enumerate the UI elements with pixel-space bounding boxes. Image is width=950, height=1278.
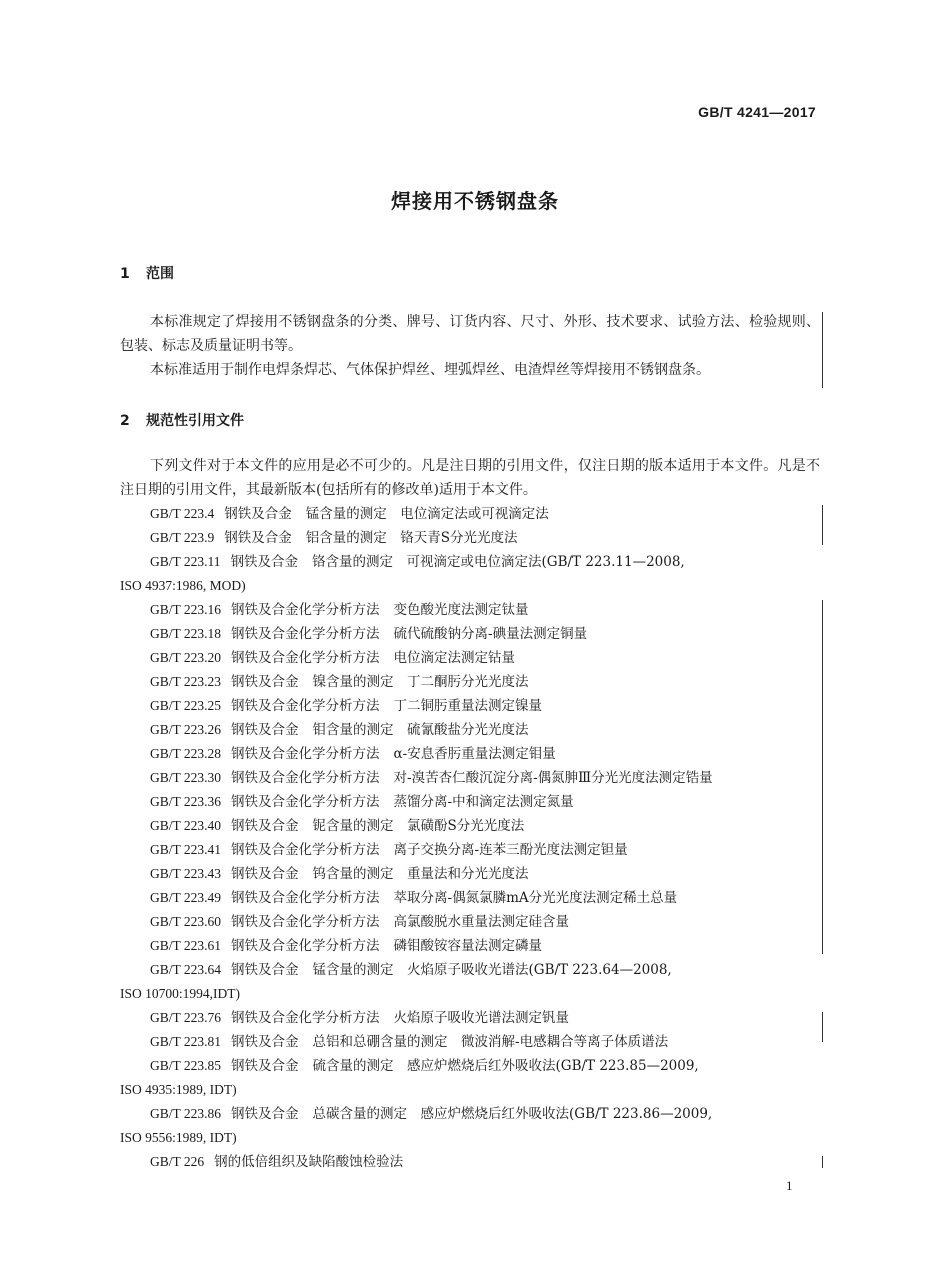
- reference-title-part2: 锰含量的测定 电位滴定法或可视滴定法: [305, 506, 549, 522]
- reference-title-part2: 火焰原子吸收光谱法测定钒量: [393, 1010, 570, 1026]
- reference-code: GB/T 223.81: [150, 1034, 222, 1049]
- reference-item: [120, 670, 820, 694]
- reference-title-part2: 钨含量的测定 重量法和分光光度法: [312, 866, 529, 882]
- reference-title-part2: 变色酸光度法测定钛量: [393, 602, 529, 618]
- reference-code: GB/T 223.16: [150, 602, 222, 617]
- reference-title-part2: 钼含量的测定 硫氰酸盐分光光度法: [312, 722, 529, 738]
- reference-code: GB/T 223.30: [150, 770, 222, 785]
- reference-title-part1: 钢铁及合金: [231, 1058, 299, 1074]
- reference-code: GB/T 223.20: [150, 650, 222, 665]
- reference-code: GB/T 223.25: [150, 698, 222, 713]
- reference-item: [120, 502, 820, 526]
- reference-title-part1: 钢铁及合金化学分析方法: [231, 626, 380, 642]
- reference-code: GB/T 223.85: [150, 1058, 222, 1073]
- reference-code: GB/T 223.4: [150, 506, 215, 521]
- reference-title-part1: 钢铁及合金: [224, 530, 292, 546]
- reference-item: [120, 958, 820, 1006]
- reference-item: [120, 814, 820, 838]
- reference-item: [120, 646, 820, 670]
- reference-code: GB/T 223.64: [150, 962, 222, 977]
- standard-code: GB/T 4241—2017: [698, 104, 816, 120]
- reference-title-part2: 镍含量的测定 丁二酮肟分光光度法: [312, 674, 529, 690]
- reference-item: [120, 838, 820, 862]
- reference-title-part1: 钢铁及合金化学分析方法: [231, 698, 380, 714]
- reference-title-part2: 铬含量的测定 可视滴定或电位滴定法(GB/T 223.11—2008,: [312, 554, 685, 570]
- reference-item: [120, 766, 820, 790]
- reference-title-part1: 钢铁及合金: [231, 962, 299, 978]
- change-bar: [822, 505, 823, 545]
- section-1-title: 范围: [146, 266, 174, 282]
- scope-paragraph-1: 本标准规定了焊接用不锈钢盘条的分类、牌号、订货内容、尺寸、外形、技术要求、试验方法、检验规则、包装、标志及质量证明书等。: [120, 314, 820, 354]
- reference-code: GB/T 223.28: [150, 746, 222, 761]
- reference-title-part2: 总碳含量的测定 感应炉燃烧后红外吸收法(GB/T 223.86—2009,: [312, 1106, 713, 1122]
- reference-title-part2: 蒸馏分离-中和滴定法测定氮量: [393, 794, 574, 810]
- reference-continuation: ISO 4937:1986, MOD): [120, 578, 246, 593]
- reference-item: [120, 862, 820, 886]
- reference-title-part1: 钢铁及合金: [231, 674, 299, 690]
- change-bar: [822, 1012, 823, 1042]
- reference-title-part1: 钢的低倍组织及缺陷酸蚀检验法: [214, 1154, 404, 1170]
- reference-item: [120, 790, 820, 814]
- reference-title-part2: 总铝和总硼含量的测定 微波消解-电感耦合等离子体质谱法: [312, 1034, 669, 1050]
- scope-paragraph-2: 本标准适用于制作电焊条焊芯、气体保护焊丝、埋弧焊丝、电渣焊丝等焊接用不锈钢盘条。: [150, 362, 710, 378]
- reference-item: [120, 1006, 820, 1030]
- section-2-heading: [120, 410, 244, 430]
- reference-title-part1: 钢铁及合金: [231, 1106, 299, 1122]
- reference-continuation: ISO 9556:1989, IDT): [120, 1130, 237, 1145]
- reference-title-part1: 钢铁及合金化学分析方法: [231, 914, 380, 930]
- reference-title-part2: 高氯酸脱水重量法测定硅含量: [393, 914, 570, 930]
- reference-code: GB/T 223.61: [150, 938, 222, 953]
- reference-title-part1: 钢铁及合金化学分析方法: [231, 770, 380, 786]
- reference-title-part1: 钢铁及合金化学分析方法: [231, 938, 380, 954]
- section-2-title: 规范性引用文件: [146, 413, 244, 429]
- reference-list: [120, 502, 820, 1174]
- change-bar: [822, 1156, 823, 1168]
- reference-title-part2: 丁二铜肟重量法测定镍量: [393, 698, 543, 714]
- reference-title-part1: 钢铁及合金: [231, 866, 299, 882]
- reference-code: GB/T 223.23: [150, 674, 222, 689]
- reference-title-part2: 锰含量的测定 火焰原子吸收光谱法(GB/T 223.64—2008,: [312, 962, 672, 978]
- reference-title-part2: 铌含量的测定 氯磺酚S分光光度法: [312, 818, 525, 834]
- reference-title-part1: 钢铁及合金化学分析方法: [231, 746, 380, 762]
- reference-continuation: ISO 10700:1994,IDT): [120, 986, 240, 1001]
- references-intro: 下列文件对于本文件的应用是必不可少的。凡是注日期的引用文件，仅注日期的版本适用于本文件。凡是不注日期的引用文件，其最新版本(包括所有的修改单)适用于本文件。: [120, 458, 820, 498]
- section-1-number: 1: [120, 266, 130, 282]
- reference-title-part1: 钢铁及合金: [231, 818, 299, 834]
- reference-title-part1: 钢铁及合金: [230, 554, 299, 570]
- reference-code: GB/T 223.43: [150, 866, 222, 881]
- reference-code: GB/T 223.26: [150, 722, 222, 737]
- reference-code: GB/T 223.86: [150, 1106, 222, 1121]
- change-bar: [822, 312, 823, 388]
- reference-title-part2: 电位滴定法测定钴量: [393, 650, 516, 666]
- reference-code: GB/T 223.40: [150, 818, 222, 833]
- reference-title-part2: 磷钼酸铵容量法测定磷量: [393, 938, 543, 954]
- document-title: 焊接用不锈钢盘条: [391, 189, 559, 213]
- reference-item: [120, 1102, 820, 1150]
- reference-item: [120, 1030, 820, 1054]
- reference-title-part1: 钢铁及合金化学分析方法: [231, 890, 380, 906]
- reference-code: GB/T 223.36: [150, 794, 222, 809]
- reference-code: GB/T 223.11: [150, 554, 221, 569]
- reference-item: [120, 934, 820, 958]
- section-2-number: 2: [120, 413, 130, 429]
- reference-title-part1: 钢铁及合金: [231, 1034, 299, 1050]
- reference-title-part1: 钢铁及合金化学分析方法: [231, 794, 380, 810]
- reference-title-part1: 钢铁及合金: [224, 506, 292, 522]
- page-number: 1: [786, 1178, 793, 1193]
- reference-title-part2: 硫含量的测定 感应炉燃烧后红外吸收法(GB/T 223.85—2009,: [312, 1058, 699, 1074]
- reference-code: GB/T 223.41: [150, 842, 222, 857]
- reference-continuation: ISO 4935:1989, IDT): [120, 1082, 237, 1097]
- reference-title-part1: 钢铁及合金化学分析方法: [231, 650, 380, 666]
- reference-item: [120, 526, 820, 550]
- reference-title-part2: α-安息香肟重量法测定钼量: [393, 746, 556, 762]
- reference-code: GB/T 226: [150, 1154, 205, 1169]
- reference-title-part1: 钢铁及合金化学分析方法: [231, 1010, 380, 1026]
- reference-code: GB/T 223.60: [150, 914, 222, 929]
- reference-item: [120, 694, 820, 718]
- reference-code: GB/T 223.49: [150, 890, 222, 905]
- change-bar: [822, 600, 823, 954]
- reference-item: [120, 622, 820, 646]
- reference-code: GB/T 223.76: [150, 1010, 222, 1025]
- reference-title-part2: 硫代硫酸钠分离-碘量法测定铜量: [393, 626, 588, 642]
- reference-title-part2: 对-溴苦杏仁酸沉淀分离-偶氮胂Ⅲ分光光度法测定锆量: [393, 770, 713, 786]
- reference-title-part2: 铝含量的测定 铬天青S分光光度法: [305, 530, 518, 546]
- reference-title-part2: 萃取分离-偶氮氯膦mA分光光度法测定稀土总量: [393, 890, 678, 906]
- reference-item: [120, 550, 820, 598]
- reference-title-part2: 离子交换分离-连苯三酚光度法测定钽量: [393, 842, 628, 858]
- reference-item: [120, 1054, 820, 1102]
- reference-item: [120, 742, 820, 766]
- reference-code: GB/T 223.18: [150, 626, 222, 641]
- section-1-heading: [120, 263, 174, 283]
- reference-code: GB/T 223.9: [150, 530, 215, 545]
- reference-item: [120, 910, 820, 934]
- reference-title-part1: 钢铁及合金: [231, 722, 299, 738]
- reference-item: [120, 886, 820, 910]
- reference-title-part1: 钢铁及合金化学分析方法: [231, 602, 380, 618]
- reference-title-part1: 钢铁及合金化学分析方法: [231, 842, 380, 858]
- reference-item: [120, 718, 820, 742]
- reference-item: [120, 1150, 820, 1174]
- reference-item: [120, 598, 820, 622]
